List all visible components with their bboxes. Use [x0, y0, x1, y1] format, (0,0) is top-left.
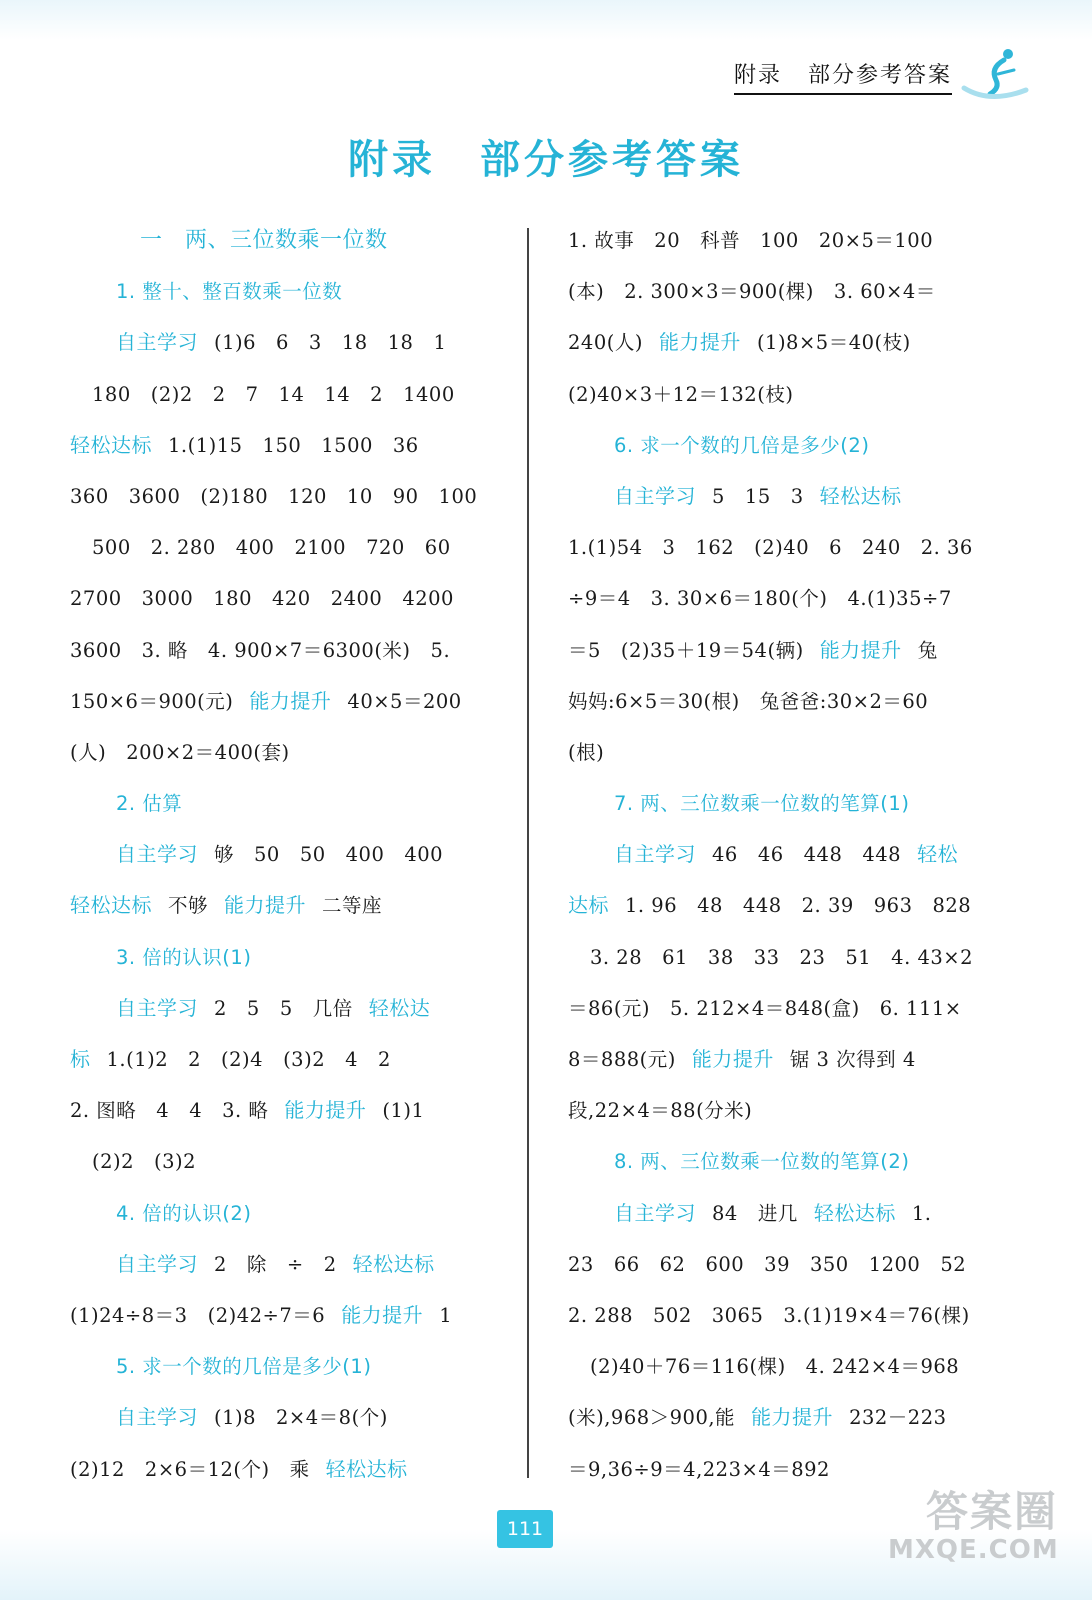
- label-tag: 能力提升: [284, 1098, 367, 1123]
- subsection-title-6: 6. 求一个数的几倍是多少(2): [614, 433, 870, 457]
- answer-line: [70, 1290, 486, 1341]
- answer-text: 40×5＝200: [347, 689, 462, 713]
- running-header: [734, 58, 952, 95]
- answer-line: 360 3600 (2)180 120 10 90 100: [70, 484, 478, 508]
- label-tag: 轻松达标: [325, 1456, 408, 1481]
- answer-text: 不够: [168, 894, 209, 918]
- label-tag: 标: [70, 1047, 91, 1071]
- subsection-title-7: 7. 两、三位数乘一位数的笔算(1): [614, 792, 910, 816]
- answer-line: [70, 420, 486, 471]
- answer-line: [568, 1392, 980, 1443]
- answer-line: 180 (2)2 2 7 14 14 2 1400: [92, 382, 455, 406]
- answer-text: 8＝888(元): [568, 1048, 676, 1071]
- answer-text: 1.(1)15 150 1500 36: [168, 433, 419, 457]
- label-tag: 自主学习: [614, 1200, 696, 1225]
- answer-line: [568, 471, 980, 522]
- answer-text: (1)8 2×4＝8(个): [214, 1406, 388, 1430]
- answer-text: 兔: [917, 638, 938, 662]
- answer-line: [568, 1034, 980, 1085]
- label-tag: 能力提升: [341, 1302, 424, 1327]
- answer-line: 段,22×4＝88(分米): [568, 1099, 753, 1123]
- answer-text: 锯 3 次得到 4: [789, 1048, 916, 1071]
- answer-text: (1)8×5＝40(枝): [756, 331, 911, 355]
- answer-line: 1. 故事 20 科普 100 20×5＝100: [568, 229, 934, 252]
- answer-line: 3600 3. 略 4. 900×7＝6300(米) 5.: [70, 638, 451, 662]
- answer-line: 3. 28 61 38 33 23 51 4. 43×2: [590, 945, 974, 969]
- label-tag: 轻松达标: [70, 432, 152, 457]
- watermark-url: MXQE.COM: [888, 1535, 1059, 1565]
- answer-text: (1)6 6 3 18 18 1: [214, 331, 447, 355]
- header-part1: 附录: [733, 63, 782, 88]
- subsection-title-8: 8. 两、三位数乘一位数的笔算(2): [614, 1150, 910, 1174]
- answer-line: 2. 288 502 3065 3.(1)19×4＝76(棵): [568, 1303, 970, 1327]
- answer-text: 240(人): [568, 331, 643, 355]
- answer-line: (2)40×3＋12＝132(枝): [568, 382, 794, 406]
- right-column: [568, 215, 980, 1495]
- answer-line: ＝86(元) 5. 212×4＝848(盒) 6. 111×: [568, 996, 962, 1020]
- answer-text: (1)1: [382, 1099, 425, 1123]
- answer-line: [568, 317, 980, 368]
- label-tag: 轻松达标: [813, 1200, 896, 1225]
- label-tag: 能力提升: [658, 330, 741, 355]
- answer-line: ÷9＝4 3. 30×6＝180(个) 4.(1)35÷7: [568, 587, 952, 611]
- label-tag: 自主学习: [614, 483, 696, 508]
- label-tag: 自主学习: [116, 1251, 198, 1276]
- subsection-title-1: 1. 整十、整百数乘一位数: [116, 280, 343, 304]
- section-title: 一 两、三位数乘一位数: [140, 228, 388, 253]
- subsection-title-4: 4. 倍的认识(2): [116, 1201, 252, 1225]
- answer-line: [70, 1034, 486, 1085]
- answer-text: (2)12 2×6＝12(个) 乘: [70, 1457, 310, 1481]
- label-tag: 能力提升: [819, 637, 902, 662]
- answer-text: (1)24÷8＝3 (2)42÷7＝6: [70, 1303, 326, 1327]
- answer-line: (根): [568, 740, 605, 764]
- answer-line: 500 2. 280 400 2100 720 60: [92, 536, 451, 560]
- answer-line: [568, 829, 980, 880]
- label-tag: 自主学习: [614, 842, 696, 867]
- column-divider: [527, 228, 529, 1478]
- page-number: 111: [497, 1510, 553, 1548]
- answer-text: 二等座: [322, 894, 383, 918]
- answer-text: 1.: [911, 1201, 932, 1225]
- watermark: [888, 1488, 1058, 1564]
- subsection-title-3: 3. 倍的认识(1): [116, 945, 252, 969]
- label-tag: 轻松达标: [819, 483, 902, 508]
- answer-line: [70, 829, 486, 880]
- answer-line: (人) 200×2＝400(套): [70, 740, 290, 764]
- answer-line: (2)40＋76＝116(棵) 4. 242×4＝968: [590, 1355, 960, 1379]
- subsection-title-5: 5. 求一个数的几倍是多少(1): [116, 1355, 372, 1379]
- answer-text: 150×6＝900(元): [70, 689, 234, 713]
- label-tag: 自主学习: [116, 1405, 198, 1430]
- label-tag: 达标: [568, 893, 609, 918]
- answer-line: [70, 983, 486, 1034]
- answer-line: 妈妈:6×5＝30(根) 兔爸爸:30×2＝60: [568, 689, 929, 713]
- page-top-tint: [0, 0, 1092, 40]
- label-tag: 自主学习: [116, 995, 198, 1020]
- subsection-title-2: 2. 估算: [116, 792, 183, 816]
- label-tag: 轻松达标: [352, 1251, 435, 1276]
- label-tag: 轻松达标: [70, 893, 152, 918]
- answer-line: [70, 1392, 486, 1443]
- left-column: [70, 215, 486, 1495]
- header-part2: 部分参考答案: [807, 63, 952, 88]
- label-tag: 自主学习: [116, 842, 198, 867]
- answer-line: [70, 1085, 486, 1136]
- answer-line: ＝9,36÷9＝4,223×4＝892: [568, 1457, 830, 1481]
- label-tag: 自主学习: [116, 330, 198, 355]
- answer-text: 2. 图略 4 4 3. 略: [70, 1099, 269, 1123]
- answer-text: 232－223: [849, 1406, 947, 1430]
- answer-line: 2700 3000 180 420 2400 4200: [70, 587, 454, 611]
- answer-text: 46 46 448 448: [712, 843, 902, 867]
- answer-line: 1.(1)54 3 162 (2)40 6 240 2. 36: [568, 536, 973, 560]
- answer-line: [568, 880, 980, 931]
- watermark-logo: 答案圈: [925, 1487, 1058, 1536]
- answer-line: 23 66 62 600 39 350 1200 52: [568, 1252, 967, 1276]
- answer-line: (2)2 (3)2: [92, 1150, 197, 1174]
- label-tag: 轻松: [917, 842, 959, 867]
- page-title: 附录 部分参考答案: [348, 137, 744, 183]
- answer-text: 1. 96 48 448 2. 39 963 828: [625, 894, 972, 918]
- answer-line: [568, 625, 980, 676]
- answer-text: 2 除 ÷ 2: [214, 1252, 337, 1276]
- answer-line: [70, 1239, 486, 1290]
- answer-line: [568, 1188, 980, 1239]
- answer-line: [70, 676, 486, 727]
- answer-text: 够 50 50 400 400: [214, 843, 444, 867]
- answer-text: (米),968＞900,能: [568, 1406, 736, 1430]
- answer-line: (本) 2. 300×3＝900(棵) 3. 60×4＝: [568, 280, 936, 304]
- label-tag: 轻松达: [368, 995, 431, 1020]
- label-tag: 能力提升: [249, 688, 332, 713]
- answer-line: [70, 317, 486, 368]
- answer-text: 84 进几: [712, 1201, 798, 1225]
- answer-text: 5 15 3: [712, 484, 804, 508]
- answer-text: 2 5 5 几倍: [214, 996, 353, 1020]
- answer-text: ＝5 (2)35＋19＝54(辆): [568, 638, 804, 662]
- answer-line: [70, 1444, 486, 1495]
- answer-text: 1.(1)2 2 (2)4 (3)2 4 2: [106, 1048, 391, 1071]
- label-tag: 能力提升: [224, 893, 307, 918]
- answer-text: 1: [439, 1303, 453, 1327]
- label-tag: 能力提升: [691, 1047, 774, 1071]
- skier-decoration-icon: [960, 44, 1030, 106]
- label-tag: 能力提升: [751, 1405, 834, 1430]
- answer-line: [70, 880, 486, 931]
